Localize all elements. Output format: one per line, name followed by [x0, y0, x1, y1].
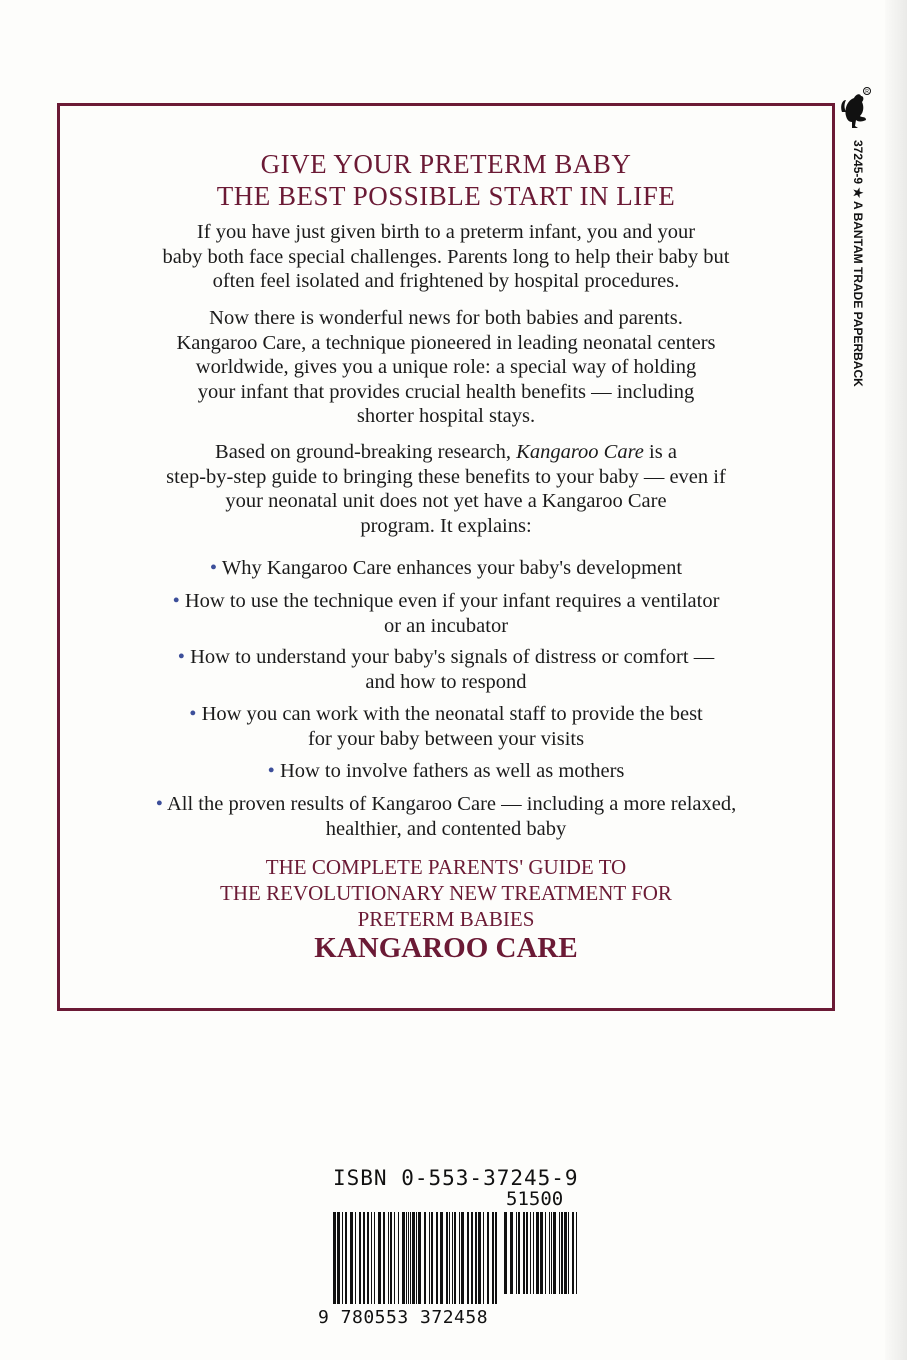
bullet-text: How to understand your baby's signals of distress or comfort — — [190, 646, 715, 668]
barcode-bar — [388, 1212, 389, 1304]
barcode-bar — [461, 1212, 464, 1304]
bullet-dot: • — [172, 590, 180, 612]
barcode-bar — [350, 1212, 353, 1304]
barcode-bar — [371, 1212, 372, 1304]
barcode-bar — [553, 1212, 556, 1294]
barcode-bar — [561, 1212, 563, 1294]
barcode-bar — [518, 1212, 520, 1294]
intro-paragraph — [120, 220, 772, 294]
spine-text: 37245-9 ★ A BANTAM TRADE PAPERBACK — [851, 140, 865, 387]
bullet-text: How to involve fathers as well as mothers — [279, 760, 625, 782]
text-span: Based on ground-breaking research, — [215, 441, 517, 463]
barcode-bar — [483, 1212, 484, 1304]
barcode-bar — [471, 1212, 473, 1304]
ean-barcode — [333, 1212, 498, 1308]
barcode-bar — [576, 1212, 577, 1294]
barcode-bar — [390, 1212, 392, 1304]
barcode-bar — [410, 1212, 411, 1304]
barcode-bar — [530, 1212, 531, 1294]
barcode-bar — [431, 1212, 433, 1304]
barcode-bar — [568, 1212, 569, 1294]
page-edge-shadow — [885, 0, 907, 1360]
text-line: program. It explains: — [360, 514, 532, 537]
barcode-bar — [412, 1212, 415, 1304]
text-line: worldwide, gives you a unique role: a special way of holding — [195, 356, 697, 378]
barcode-bar — [510, 1212, 513, 1294]
headline-line-2: THE BEST POSSIBLE START IN LIFE — [216, 181, 676, 211]
barcode-bar — [551, 1212, 552, 1294]
barcode-bar — [454, 1212, 456, 1304]
bullet-item — [100, 589, 792, 639]
bullet-text: healthier, and contented baby — [325, 818, 567, 840]
bullet-item — [100, 556, 792, 581]
rooster-icon — [840, 86, 872, 132]
bullet-dot: • — [177, 646, 185, 668]
bullet-item — [100, 792, 792, 842]
barcode-bar — [355, 1212, 356, 1304]
ean-number: 9 780553 372458 — [318, 1307, 489, 1328]
barcode-bar — [504, 1212, 507, 1294]
barcode-bar — [452, 1212, 453, 1304]
barcode-bar — [429, 1212, 430, 1304]
content-frame — [57, 103, 835, 1011]
bullet-text: or an incubator — [383, 615, 509, 637]
text-line: shorter hospital stays. — [356, 405, 536, 427]
text-line: baby both face special challenges. Parents long to help their baby but — [162, 245, 730, 268]
barcode-bar — [526, 1212, 528, 1294]
barcode-bar — [342, 1212, 343, 1304]
bullet-dot: • — [189, 703, 197, 725]
barcode-bar — [363, 1212, 365, 1304]
bullet-item — [100, 645, 792, 695]
barcode-bar — [564, 1212, 567, 1294]
barcode-bar — [545, 1212, 546, 1294]
bullet-text: How to use the technique even if your infant requires a ventilator — [184, 590, 720, 612]
barcode-bar — [378, 1212, 381, 1304]
barcode-bar — [478, 1212, 481, 1304]
barcode-bar — [436, 1212, 438, 1304]
barcode-bar — [516, 1212, 517, 1294]
bullet-dot: • — [209, 557, 218, 579]
barcode-bar — [374, 1212, 375, 1304]
news-paragraph — [120, 306, 772, 429]
text-line: often feel isolated and frightened by hospital procedures. — [212, 270, 680, 292]
barcode-bar — [549, 1212, 550, 1294]
barcode-bar — [394, 1212, 395, 1304]
barcode-bar — [572, 1212, 574, 1294]
barcode-bar — [359, 1212, 361, 1304]
barcode-bar — [398, 1212, 399, 1304]
bullet-text: Why Kangaroo Care enhances your baby's development — [221, 557, 683, 579]
barcode-bar — [337, 1212, 340, 1304]
barcode-bar — [418, 1212, 421, 1304]
research-paragraph — [120, 440, 772, 538]
text-line: If you have just given birth to a preterm infant, you and your — [196, 221, 696, 243]
barcode-bar — [475, 1212, 477, 1304]
bullet-item — [100, 759, 792, 784]
barcode-bar — [523, 1212, 525, 1294]
barcode-bar — [533, 1212, 534, 1294]
tagline-line-1: THE COMPLETE PARENTS' GUIDE TO — [265, 855, 627, 879]
text-line: Now there is wonderful news for both babies and parents. — [209, 307, 683, 329]
barcode-bar — [416, 1212, 417, 1304]
barcode-bar — [408, 1212, 409, 1304]
barcode-bar — [487, 1212, 489, 1304]
bullet-dot: • — [267, 760, 275, 782]
price-barcode — [504, 1212, 584, 1294]
text-line: your infant that provides crucial health benefits — including — [197, 380, 695, 403]
barcode-bar — [402, 1212, 405, 1304]
text-line — [120, 440, 772, 465]
text-line: Kangaroo Care, a technique pioneered in leading neonatal centers — [176, 331, 716, 354]
tagline-line-2: THE REVOLUTIONARY NEW TREATMENT FOR — [220, 881, 672, 905]
bullet-item — [100, 702, 792, 752]
price-code: 51500 — [506, 1188, 564, 1210]
bullet-text: All the proven results of Kangaroo Care — including a more relaxed, — [166, 793, 737, 815]
bullet-text: How you can work with the neonatal staff to provide the best — [201, 703, 703, 725]
text-line: your neonatal unit does not yet have a Kangaroo Care — [225, 490, 667, 512]
text-span: is a — [643, 441, 677, 463]
bullet-text: and how to respond — [365, 671, 527, 693]
spine-label — [843, 140, 867, 390]
book-title-italic: Kangaroo Care — [516, 441, 644, 463]
barcode-bar — [492, 1212, 494, 1304]
barcode-bar — [559, 1212, 560, 1294]
book-title: KANGAROO CARE — [314, 932, 578, 964]
barcode-bar — [383, 1212, 385, 1304]
barcode-bar — [495, 1212, 497, 1304]
barcode-bar — [467, 1212, 469, 1304]
barcode-bar — [440, 1212, 443, 1304]
bullet-text: for your baby between your visits — [307, 728, 585, 750]
barcode-bar — [367, 1212, 369, 1304]
headline-line-1: GIVE YOUR PRETERM BABY — [260, 149, 632, 179]
svg-text:R: R — [865, 89, 869, 95]
barcode-bar — [406, 1212, 407, 1304]
tagline-line-3: PRETERM BABIES — [357, 907, 535, 931]
barcode-bar — [540, 1212, 543, 1294]
barcode-bar — [459, 1212, 460, 1304]
barcode-bar — [345, 1212, 347, 1304]
barcode-bar — [449, 1212, 450, 1304]
barcode-bar — [446, 1212, 448, 1304]
isbn-label: ISBN 0-553-37245-9 — [333, 1166, 579, 1190]
barcode-bar — [424, 1212, 426, 1304]
barcode-bar — [333, 1212, 336, 1304]
barcode-bar — [536, 1212, 539, 1294]
text-line: step-by-step guide to bringing these benefits to your baby — even if — [166, 465, 726, 488]
bullet-dot: • — [155, 793, 163, 815]
